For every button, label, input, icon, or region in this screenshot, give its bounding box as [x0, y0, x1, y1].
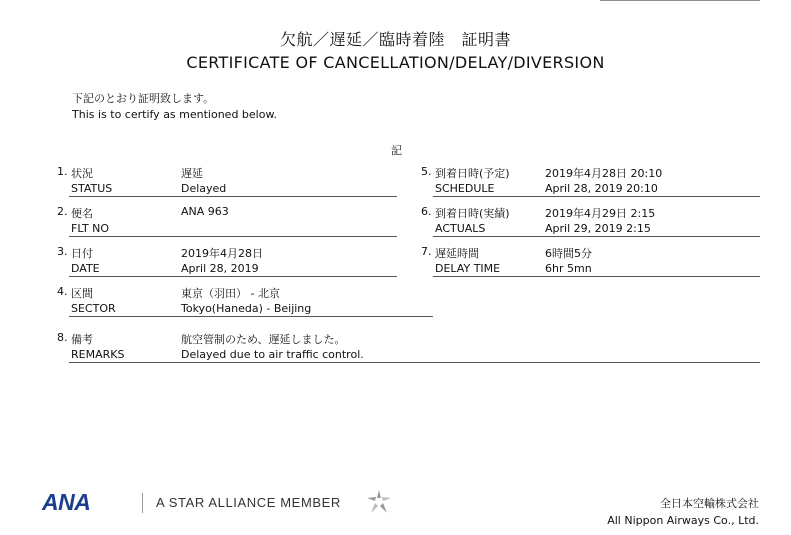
intro-english: This is to certify as mentioned below.	[72, 108, 277, 121]
field-actuals	[421, 205, 761, 239]
field-underline	[69, 276, 397, 277]
field-underline	[69, 236, 397, 237]
field-label-en: REMARKS	[71, 348, 125, 361]
field-underline	[433, 236, 760, 237]
field-underline	[69, 362, 760, 363]
footer-separator	[142, 493, 143, 513]
field-label-jp: 便名	[71, 207, 93, 220]
field-value-en: Delayed due to air traffic control.	[181, 348, 364, 361]
field-label-en: FLT NO	[71, 222, 110, 235]
field-label-jp: 備考	[71, 333, 93, 346]
intro-japanese: 下記のとおり証明致します。	[72, 92, 215, 105]
field-label-en: STATUS	[71, 182, 113, 195]
star-alliance-text: A STAR ALLIANCE MEMBER	[156, 495, 341, 510]
field-number: 5.	[421, 165, 432, 178]
field-number: 1.	[57, 165, 68, 178]
field-flight-number	[57, 205, 397, 239]
field-value-jp: 6時間5分	[545, 247, 592, 260]
field-label-en: DATE	[71, 262, 100, 275]
field-label-jp: 区間	[71, 287, 93, 300]
ana-logo-text: ANA	[42, 489, 91, 515]
field-value-jp: 航空管制のため、遅延しました。	[181, 333, 346, 346]
title-japanese: 欠航／遅延／臨時着陸 証明書	[279, 30, 511, 49]
top-edge-marks	[600, 0, 760, 4]
ki-mark: 記	[391, 144, 402, 157]
field-number: 8.	[57, 331, 68, 344]
field-label-jp: 到着日時(予定)	[435, 167, 510, 180]
field-label-jp: 遅延時間	[435, 247, 479, 260]
field-delay-time	[421, 245, 761, 279]
title-english: CERTIFICATE OF CANCELLATION/DELAY/DIVERSION	[186, 53, 605, 72]
field-underline	[69, 316, 433, 317]
field-label-en: DELAY TIME	[435, 262, 501, 275]
field-status	[57, 165, 397, 199]
field-remarks	[57, 331, 761, 365]
field-underline	[433, 276, 760, 277]
field-label-en: ACTUALS	[435, 222, 486, 235]
field-label-jp: 到着日時(実績)	[435, 207, 510, 220]
field-underline	[69, 196, 397, 197]
field-label-en: SCHEDULE	[435, 182, 495, 195]
field-value-jp: ANA 963	[181, 205, 229, 218]
field-number: 7.	[421, 245, 432, 258]
star-alliance-icon	[365, 489, 393, 515]
field-sector	[57, 285, 437, 319]
field-value-en: Tokyo(Haneda) - Beijing	[181, 302, 312, 315]
field-value-en: April 29, 2019 2:15	[545, 222, 651, 235]
company-name-english: All Nippon Airways Co., Ltd.	[607, 514, 759, 527]
field-value-en: 6hr 5mn	[545, 262, 592, 275]
field-value-jp: 東京（羽田） - 北京	[181, 287, 280, 300]
field-value-en: April 28, 2019 20:10	[545, 182, 658, 195]
field-value-jp: 2019年4月29日 2:15	[545, 207, 656, 220]
company-name-japanese: 全日本空輸株式会社	[660, 497, 759, 510]
field-number: 2.	[57, 205, 68, 218]
field-label-jp: 日付	[71, 247, 93, 260]
field-value-en: Delayed	[181, 182, 227, 195]
field-number: 6.	[421, 205, 432, 218]
field-number: 3.	[57, 245, 68, 258]
field-schedule	[421, 165, 761, 199]
field-value-jp: 遅延	[181, 167, 203, 180]
field-number: 4.	[57, 285, 68, 298]
field-value-jp: 2019年4月28日 20:10	[545, 167, 663, 180]
field-value-jp: 2019年4月28日	[181, 247, 263, 260]
field-value-en: April 28, 2019	[181, 262, 259, 275]
field-underline	[433, 196, 760, 197]
field-label-en: SECTOR	[71, 302, 116, 315]
field-label-jp: 状況	[71, 167, 93, 180]
field-date	[57, 245, 397, 279]
